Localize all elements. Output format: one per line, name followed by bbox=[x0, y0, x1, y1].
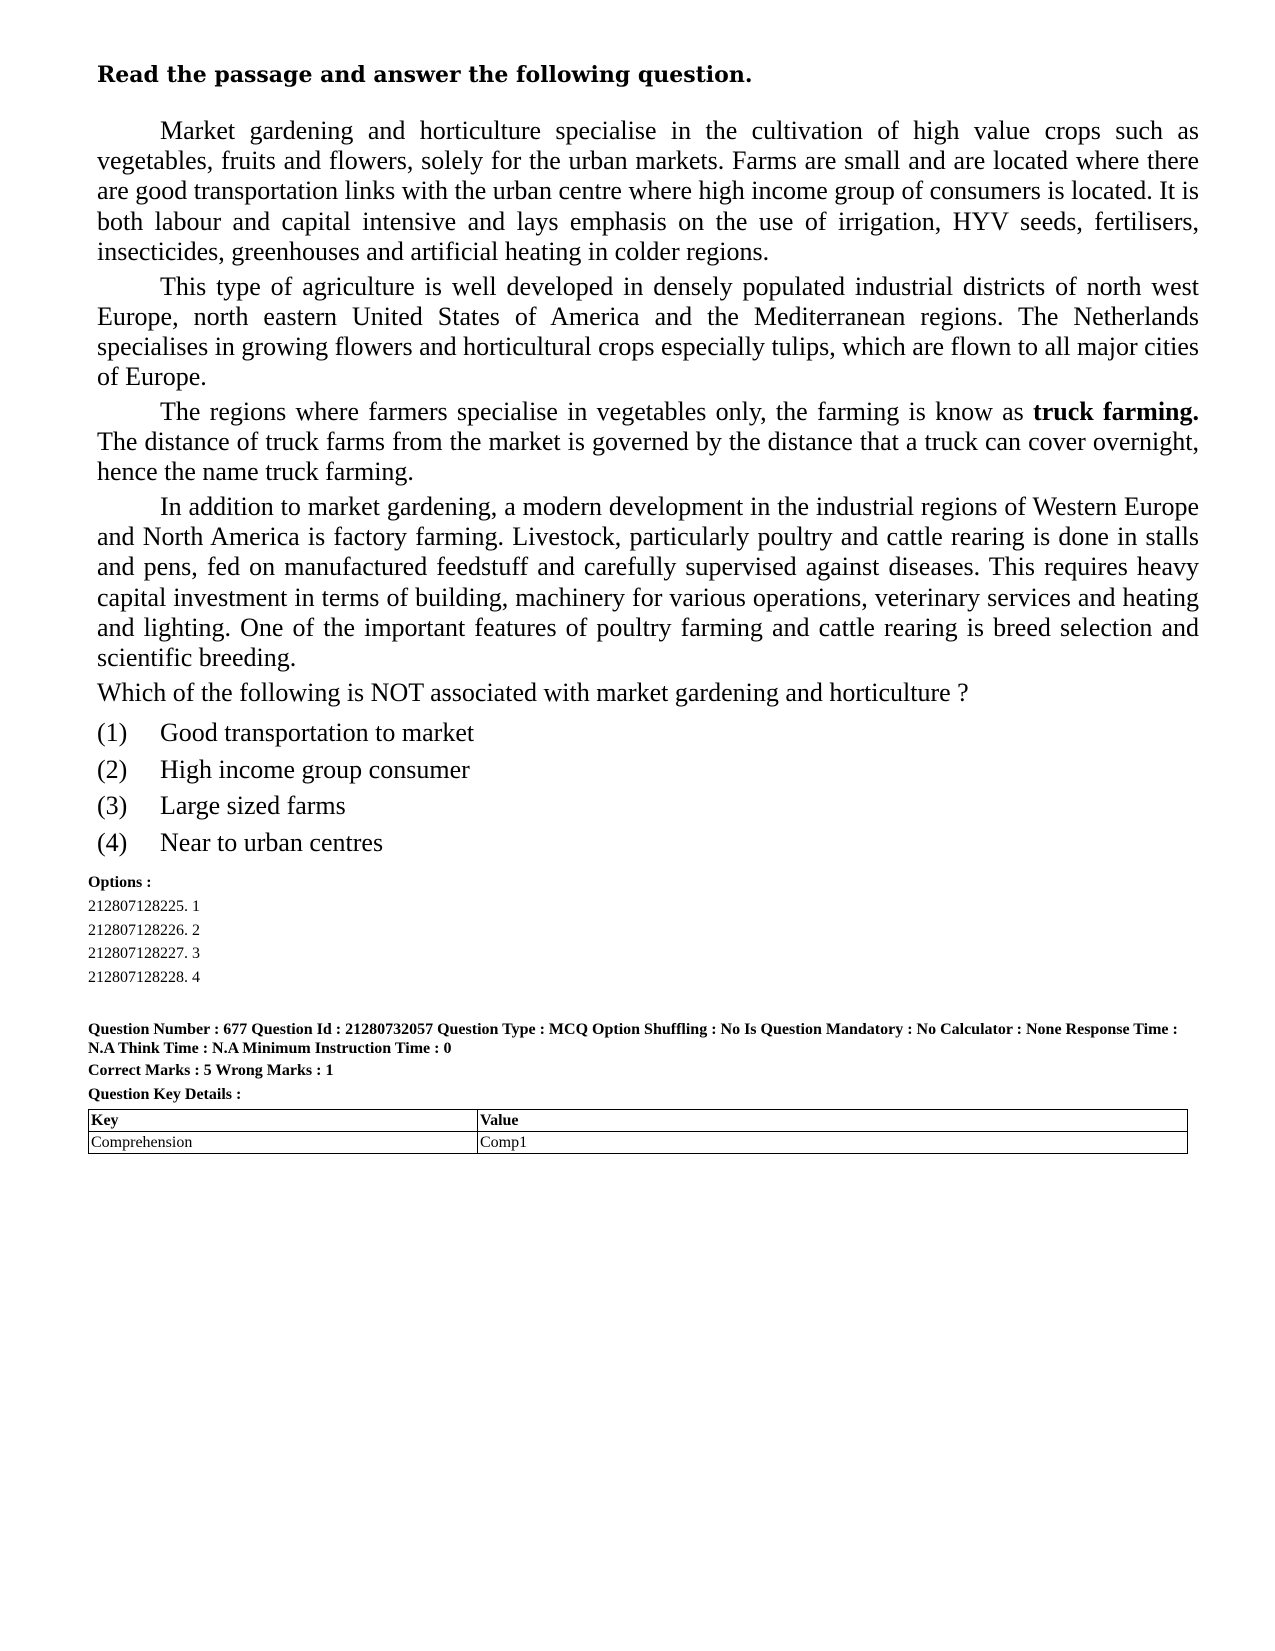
choice-text: High income group consumer bbox=[160, 754, 470, 784]
choice-text: Near to urban centres bbox=[160, 827, 384, 857]
choice-3 bbox=[97, 791, 474, 828]
value-header: Value bbox=[478, 1110, 1188, 1132]
passage-paragraph-2: This type of agriculture is well developed in densely populated industrial districts of north west Europe, north eastern United States of America and the Mediterranean regions. The Netherlands specialises in growing flowers and horticultural crops especially tulips, which are flown to all major cities of Europe. bbox=[97, 271, 1199, 392]
passage-heading: Read the passage and answer the following question. bbox=[97, 62, 753, 88]
choice-4 bbox=[97, 828, 474, 865]
question-details: Question Number : 677 Question Id : 21280732057 Question Type : MCQ Option Shuffling : No Is Question Mandatory : No Calculator : None Response Time : N.A Think Time : N.A Minimum Instruction Time : 0 bbox=[88, 1021, 1178, 1057]
paragraph-3-continued: The distance of truck farms from the market is governed by the distance that a truck can cover overnight, hence the name truck farming. bbox=[97, 427, 1199, 487]
truck-farming-term: truck farming. bbox=[1033, 396, 1199, 426]
marks-info: Correct Marks : 5 Wrong Marks : 1 bbox=[88, 1062, 334, 1079]
choice-number: (1) bbox=[97, 718, 128, 747]
question-text: Which of the following is NOT associated with market gardening and horticulture ? bbox=[97, 677, 969, 707]
choice-text: Large sized farms bbox=[160, 791, 346, 820]
option-id-row: 212807128228. 4 bbox=[88, 968, 200, 986]
passage-paragraph-4: In addition to market gardening, a modern development in the industrial regions of Western Europe and North America is factory farming. Livestock, particularly poultry and cattle rearing is done in stalls and pens, fed on manufactured feedstuff and carefully supervised against diseases. This requires heavy capital investment in terms of building, machinery for various operations, veterinary services and heating and lighting. One of the important features of poultry farming and cattle rearing is breed selection and scientific breeding. bbox=[97, 491, 1199, 672]
answer-choices bbox=[97, 718, 474, 864]
choice-2 bbox=[97, 755, 474, 792]
choice-number: (2) bbox=[97, 754, 128, 784]
options-list bbox=[88, 874, 200, 992]
key-details-table bbox=[88, 1109, 1188, 1154]
passage bbox=[97, 116, 1199, 712]
option-id-row: 212807128227. 3 bbox=[88, 945, 200, 962]
table-row bbox=[89, 1132, 1188, 1154]
choice-1 bbox=[97, 718, 474, 755]
value-cell: Comp1 bbox=[478, 1132, 1188, 1154]
table-header-row bbox=[89, 1110, 1188, 1132]
options-label: Options : bbox=[88, 874, 152, 891]
option-id-row: 212807128225. 1 bbox=[88, 898, 200, 915]
paragraph-3-text: The regions where farmers specialise in vegetables only, the farming is know as bbox=[160, 396, 1034, 426]
key-cell: Comprehension bbox=[89, 1132, 478, 1154]
passage-paragraph-1: Market gardening and horticulture specialise in the cultivation of high value crops such as vegetables, fruits and flowers, solely for the urban markets. Farms are small and are located where there are good transportation links with the urban centre where high income group of consumers is located. It is both labour and capital intensive and lays emphasis on the use of irrigation, HYV seeds, fertilisers, insecticides, greenhouses and artificial heating in colder regions. bbox=[97, 116, 1199, 266]
key-header: Key bbox=[89, 1110, 478, 1132]
choice-number: (3) bbox=[97, 791, 128, 820]
choice-text: Good transportation to market bbox=[160, 718, 475, 747]
key-details-label: Question Key Details : bbox=[88, 1086, 242, 1103]
choice-number: (4) bbox=[97, 827, 128, 857]
passage-paragraph-3 bbox=[97, 397, 1199, 488]
option-id-row: 212807128226. 2 bbox=[88, 921, 200, 939]
